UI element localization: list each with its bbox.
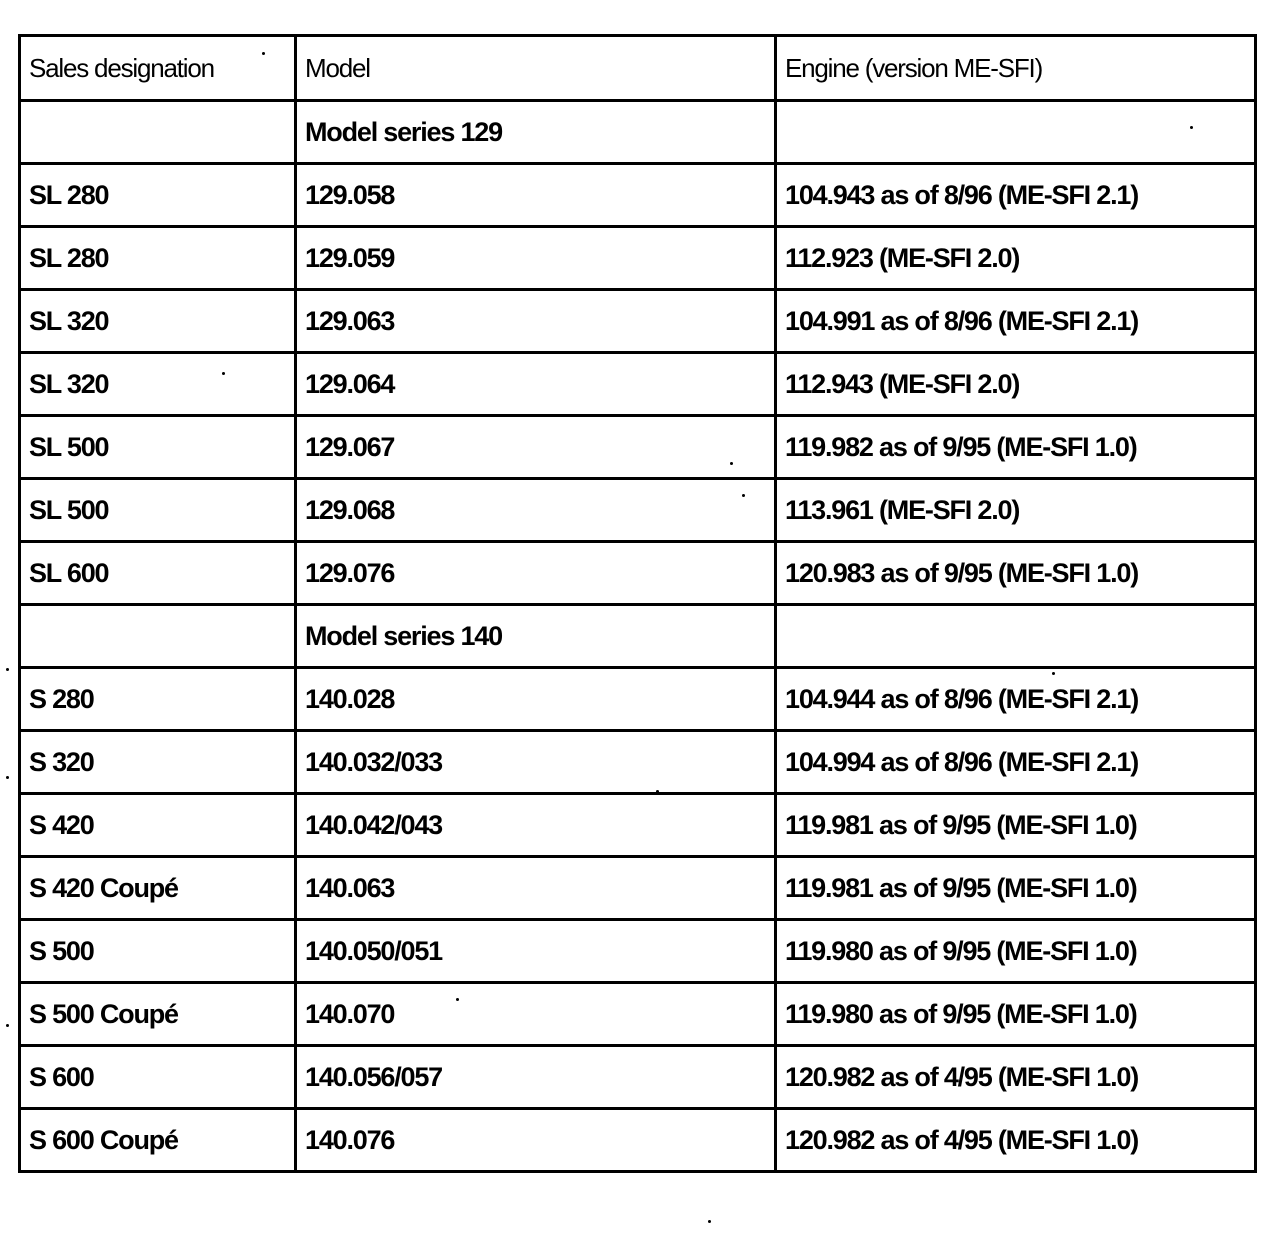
engine-cell: 104.994 as of 8/96 (ME-SFI 2.1) [776, 731, 1256, 794]
model-cell: 129.058 [296, 164, 776, 227]
model-cell: 140.042/043 [296, 794, 776, 857]
scan-speck [1190, 126, 1193, 129]
engine-cell: 104.944 as of 8/96 (ME-SFI 2.1) [776, 668, 1256, 731]
designation-cell: SL 600 [20, 542, 296, 605]
model-cell: 140.050/051 [296, 920, 776, 983]
designation-cell: SL 320 [20, 290, 296, 353]
model-cell: 140.032/033 [296, 731, 776, 794]
designation-cell: S 320 [20, 731, 296, 794]
engine-cell: 119.981 as of 9/95 (ME-SFI 1.0) [776, 857, 1256, 920]
engine-cell: 119.981 as of 9/95 (ME-SFI 1.0) [776, 794, 1256, 857]
engine-cell: 120.983 as of 9/95 (ME-SFI 1.0) [776, 542, 1256, 605]
engine-cell: 119.980 as of 9/95 (ME-SFI 1.0) [776, 983, 1256, 1046]
engine-cell: 104.991 as of 8/96 (ME-SFI 2.1) [776, 290, 1256, 353]
section-row [20, 605, 1256, 668]
engine-cell: 120.982 as of 4/95 (ME-SFI 1.0) [776, 1109, 1256, 1172]
designation-cell: SL 280 [20, 164, 296, 227]
designation-cell: S 280 [20, 668, 296, 731]
designation-cell: S 420 Coupé [20, 857, 296, 920]
model-series-label: Model series 129 [296, 101, 776, 164]
table-row [20, 1109, 1256, 1172]
engine-cell [776, 101, 1256, 164]
table-row [20, 920, 1256, 983]
scan-speck [222, 372, 225, 375]
designation-cell: SL 280 [20, 227, 296, 290]
model-cell: 129.063 [296, 290, 776, 353]
engine-cell: 119.982 as of 9/95 (ME-SFI 1.0) [776, 416, 1256, 479]
designation-cell: SL 320 [20, 353, 296, 416]
table-row [20, 227, 1256, 290]
table-row [20, 794, 1256, 857]
model-series-label: Model series 140 [296, 605, 776, 668]
model-cell: 140.070 [296, 983, 776, 1046]
header-model: Model [296, 36, 776, 101]
engine-model-table [18, 34, 1257, 1173]
table-row [20, 857, 1256, 920]
model-cell: 140.063 [296, 857, 776, 920]
scan-speck [6, 776, 9, 779]
table-row [20, 290, 1256, 353]
table-body [20, 101, 1256, 1172]
engine-cell: 113.961 (ME-SFI 2.0) [776, 479, 1256, 542]
header-sales-designation: Sales designation [20, 36, 296, 101]
designation-cell: S 600 [20, 1046, 296, 1109]
scan-speck [1052, 672, 1055, 675]
model-cell: 129.068 [296, 479, 776, 542]
table-row [20, 164, 1256, 227]
section-row [20, 101, 1256, 164]
engine-cell: 112.923 (ME-SFI 2.0) [776, 227, 1256, 290]
table-row [20, 479, 1256, 542]
scan-speck [456, 998, 459, 1001]
table-row [20, 353, 1256, 416]
scan-speck [742, 494, 745, 497]
designation-cell: S 500 Coupé [20, 983, 296, 1046]
table-row [20, 542, 1256, 605]
table-row [20, 1046, 1256, 1109]
model-cell: 129.059 [296, 227, 776, 290]
table-header [20, 36, 1256, 101]
table-row [20, 731, 1256, 794]
scan-speck [262, 52, 265, 55]
model-cell: 129.064 [296, 353, 776, 416]
model-cell: 140.056/057 [296, 1046, 776, 1109]
designation-cell: S 500 [20, 920, 296, 983]
table-row [20, 416, 1256, 479]
scan-speck [656, 790, 659, 793]
engine-cell: 104.943 as of 8/96 (ME-SFI 2.1) [776, 164, 1256, 227]
header-engine: Engine (version ME-SFI) [776, 36, 1256, 101]
designation-cell: SL 500 [20, 416, 296, 479]
designation-cell: S 420 [20, 794, 296, 857]
engine-cell: 120.982 as of 4/95 (ME-SFI 1.0) [776, 1046, 1256, 1109]
model-cell: 129.067 [296, 416, 776, 479]
scan-speck [6, 668, 9, 671]
engine-cell: 112.943 (ME-SFI 2.0) [776, 353, 1256, 416]
scan-speck [708, 1220, 711, 1223]
designation-cell: SL 500 [20, 479, 296, 542]
designation-cell [20, 605, 296, 668]
scan-speck [730, 462, 733, 465]
model-cell: 140.028 [296, 668, 776, 731]
engine-cell: 119.980 as of 9/95 (ME-SFI 1.0) [776, 920, 1256, 983]
table-row [20, 668, 1256, 731]
model-cell: 129.076 [296, 542, 776, 605]
header-row [20, 36, 1256, 101]
designation-cell: S 600 Coupé [20, 1109, 296, 1172]
model-cell: 140.076 [296, 1109, 776, 1172]
engine-cell [776, 605, 1256, 668]
scan-speck [6, 1024, 9, 1027]
table-row [20, 983, 1256, 1046]
designation-cell [20, 101, 296, 164]
